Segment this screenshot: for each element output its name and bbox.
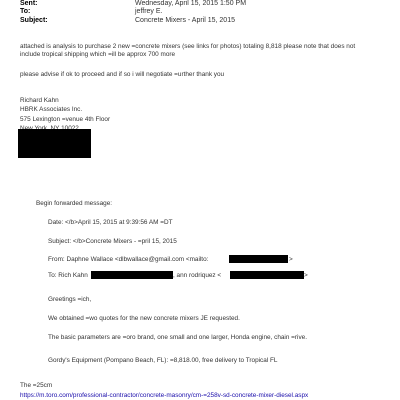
forward-date: Date: </b>April 15, 2015 at 9:39:56 AM =DT [48, 219, 173, 226]
signature-company: HBRK Associates Inc. [20, 106, 83, 113]
message-paragraph-3: Gordy's Equipment (Pompano Beach, FL): =8,818.00, free delivery to Tropical FL [48, 357, 278, 364]
subject-value: Concrete Mixers - April 15, 2015 [135, 17, 235, 24]
signature-address-1: 575 Lexington =venue 4th Floor [20, 116, 111, 123]
forward-to-mid: , ann rodriquez < [173, 272, 222, 279]
body-line-2: include tropical shipping which =ill be approx 700 more [20, 51, 176, 58]
subject-label: Subject: [20, 17, 48, 24]
to-label: To: [20, 8, 31, 15]
sent-value: Wednesday, April 15, 2015 1:50 PM [135, 0, 247, 7]
forward-from-prefix: From: Daphne Wallace <dlbwallace@gmail.com <mailto: [48, 256, 209, 263]
forward-to-prefix: To: Rich Kahn [48, 272, 88, 279]
message-paragraph-1: We obtained =wo quotes for the new concrete mixers JE requested. [48, 315, 240, 322]
product-link[interactable]: https://m.toro.com/professional-contractor/concrete-masonry/cm-=258v-sd-concrete-mixer-diesel.aspx [20, 392, 309, 399]
message-paragraph-4: The =25cm [20, 382, 53, 389]
redaction-block [18, 129, 91, 158]
body-line-1: attached is analysis to purchase 2 new =concrete mixers (see links for photos) totaling 8,818 please note that does not [20, 43, 356, 50]
signature-name: Richard Kahn [20, 97, 59, 104]
sent-label: Sent: [20, 0, 38, 7]
forward-subject: Subject: </b>Concrete Mixers - =pril 15, 2015 [48, 238, 177, 245]
message-paragraph-2: The basic parameters are =oro brand, one small and one larger, Honda engine, chain =rive. [48, 334, 307, 341]
message-greeting: Greetings =ich, [48, 296, 92, 303]
forward-to-suffix: > [304, 272, 308, 279]
redaction-from [229, 255, 288, 263]
redaction-to-2 [230, 271, 304, 279]
forward-from-suffix: > [289, 256, 293, 263]
redaction-to-1 [91, 271, 173, 279]
body-line-3: please advise if ok to proceed and if so i will negotiate =urther thank you [20, 71, 225, 78]
to-value: jeffrey E. [135, 8, 163, 15]
forward-begin: Begin forwarded message: [36, 200, 113, 207]
